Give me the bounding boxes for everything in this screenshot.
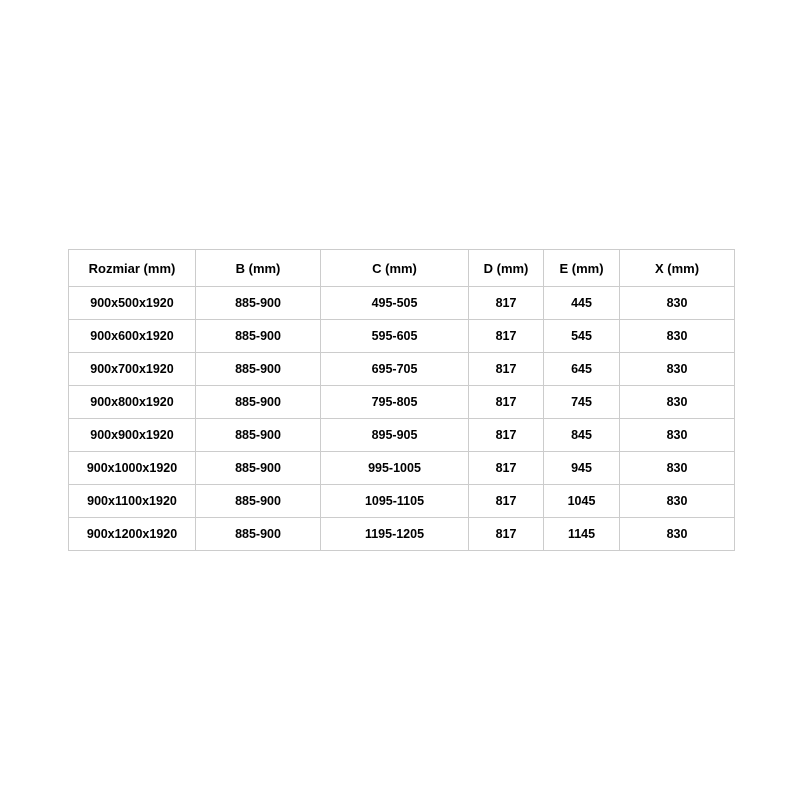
cell-x: 830 xyxy=(620,485,735,518)
spec-table-container xyxy=(68,249,734,551)
cell-size: 900x800x1920 xyxy=(69,386,196,419)
cell-b: 885-900 xyxy=(196,485,321,518)
cell-d: 817 xyxy=(469,353,544,386)
table-row xyxy=(69,353,735,386)
cell-size: 900x600x1920 xyxy=(69,320,196,353)
cell-size: 900x700x1920 xyxy=(69,353,196,386)
column-header-x: X (mm) xyxy=(620,250,735,287)
cell-x: 830 xyxy=(620,320,735,353)
cell-c: 495-505 xyxy=(321,287,469,320)
cell-x: 830 xyxy=(620,452,735,485)
cell-size: 900x1000x1920 xyxy=(69,452,196,485)
cell-d: 817 xyxy=(469,419,544,452)
cell-b: 885-900 xyxy=(196,320,321,353)
cell-e: 1145 xyxy=(544,518,620,551)
table-row xyxy=(69,320,735,353)
column-header-e: E (mm) xyxy=(544,250,620,287)
table-row xyxy=(69,485,735,518)
cell-b: 885-900 xyxy=(196,386,321,419)
cell-size: 900x1100x1920 xyxy=(69,485,196,518)
column-header-c: C (mm) xyxy=(321,250,469,287)
cell-b: 885-900 xyxy=(196,452,321,485)
cell-x: 830 xyxy=(620,287,735,320)
cell-c: 895-905 xyxy=(321,419,469,452)
table-row xyxy=(69,452,735,485)
cell-size: 900x1200x1920 xyxy=(69,518,196,551)
cell-d: 817 xyxy=(469,518,544,551)
cell-size: 900x500x1920 xyxy=(69,287,196,320)
cell-d: 817 xyxy=(469,485,544,518)
cell-x: 830 xyxy=(620,419,735,452)
cell-c: 595-605 xyxy=(321,320,469,353)
table-header-row xyxy=(69,250,735,287)
cell-c: 995-1005 xyxy=(321,452,469,485)
cell-size: 900x900x1920 xyxy=(69,419,196,452)
cell-d: 817 xyxy=(469,287,544,320)
cell-e: 645 xyxy=(544,353,620,386)
cell-b: 885-900 xyxy=(196,419,321,452)
cell-b: 885-900 xyxy=(196,287,321,320)
dimensions-table xyxy=(68,249,735,551)
cell-x: 830 xyxy=(620,353,735,386)
column-header-size: Rozmiar (mm) xyxy=(69,250,196,287)
cell-c: 795-805 xyxy=(321,386,469,419)
cell-d: 817 xyxy=(469,452,544,485)
cell-c: 695-705 xyxy=(321,353,469,386)
cell-e: 445 xyxy=(544,287,620,320)
cell-b: 885-900 xyxy=(196,353,321,386)
table-row xyxy=(69,419,735,452)
cell-e: 1045 xyxy=(544,485,620,518)
cell-d: 817 xyxy=(469,386,544,419)
column-header-d: D (mm) xyxy=(469,250,544,287)
cell-x: 830 xyxy=(620,386,735,419)
cell-d: 817 xyxy=(469,320,544,353)
table-row xyxy=(69,386,735,419)
cell-x: 830 xyxy=(620,518,735,551)
cell-c: 1095-1105 xyxy=(321,485,469,518)
cell-c: 1195-1205 xyxy=(321,518,469,551)
cell-e: 845 xyxy=(544,419,620,452)
cell-b: 885-900 xyxy=(196,518,321,551)
table-row xyxy=(69,518,735,551)
table-row xyxy=(69,287,735,320)
cell-e: 545 xyxy=(544,320,620,353)
column-header-b: B (mm) xyxy=(196,250,321,287)
cell-e: 945 xyxy=(544,452,620,485)
cell-e: 745 xyxy=(544,386,620,419)
